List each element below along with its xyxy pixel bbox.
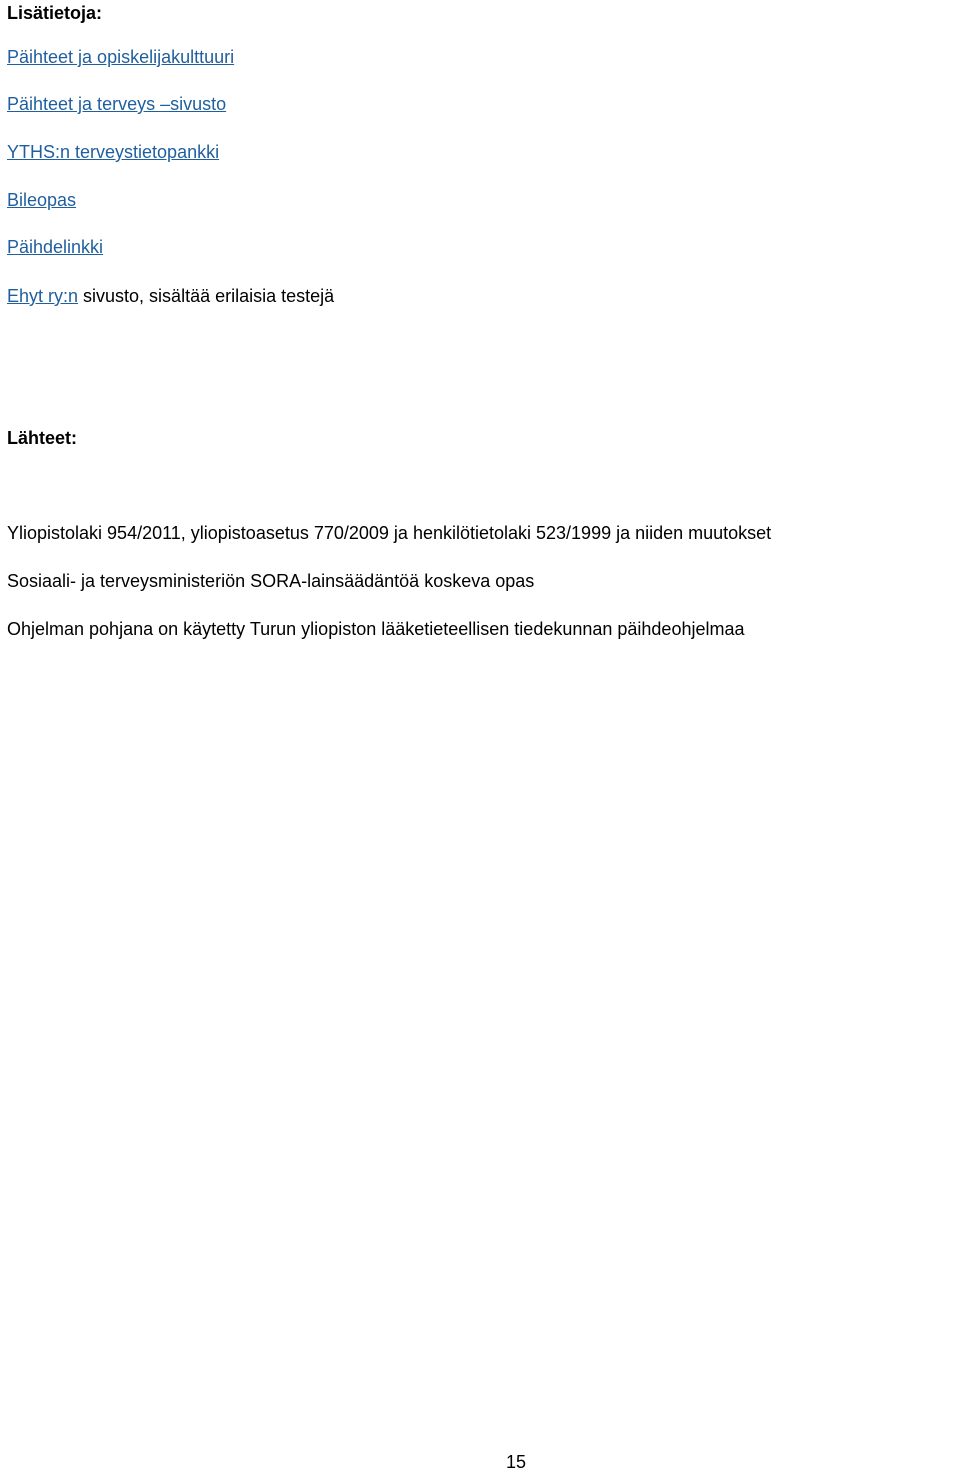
source-item: Yliopistolaki 954/2011, yliopistoasetus 770/2009 ja henkilötietolaki 523/1999 ja niiden muutokset	[7, 523, 772, 543]
link-line-substance-culture	[7, 46, 234, 68]
link-line-ehyt	[7, 285, 334, 307]
link-line-yths	[7, 141, 219, 163]
link-ehyt[interactable]: Ehyt ry:n	[7, 286, 79, 306]
document-page	[7, 0, 957, 1472]
link-line-bileopas	[7, 189, 76, 211]
link-yths-health-bank[interactable]: YTHS:n terveystietopankki	[7, 142, 220, 162]
sources-heading: Lähteet:	[7, 428, 78, 448]
link-line-paihdelinkki	[7, 236, 103, 258]
link-paihdelinkki[interactable]: Päihdelinkki	[7, 237, 104, 257]
source-item: Ohjelman pohjana on käytetty Turun yliopiston lääketieteellisen tiedekunnan päihdeohjelmaa	[7, 619, 745, 639]
source-item: Sosiaali- ja terveysministeriön SORA-lainsäädäntöä koskeva opas	[7, 571, 535, 591]
page-number: 15	[506, 1452, 527, 1472]
link-bileopas[interactable]: Bileopas	[7, 190, 77, 210]
link-substance-student-culture[interactable]: Päihteet ja opiskelijakulttuuri	[7, 47, 235, 67]
link-suffix-ehyt: sivusto, sisältää erilaisia testejä	[78, 286, 335, 306]
link-line-substance-health	[7, 93, 226, 115]
link-substance-health-site[interactable]: Päihteet ja terveys –sivusto	[7, 94, 227, 114]
more-info-heading: Lisätietoja:	[7, 3, 103, 23]
